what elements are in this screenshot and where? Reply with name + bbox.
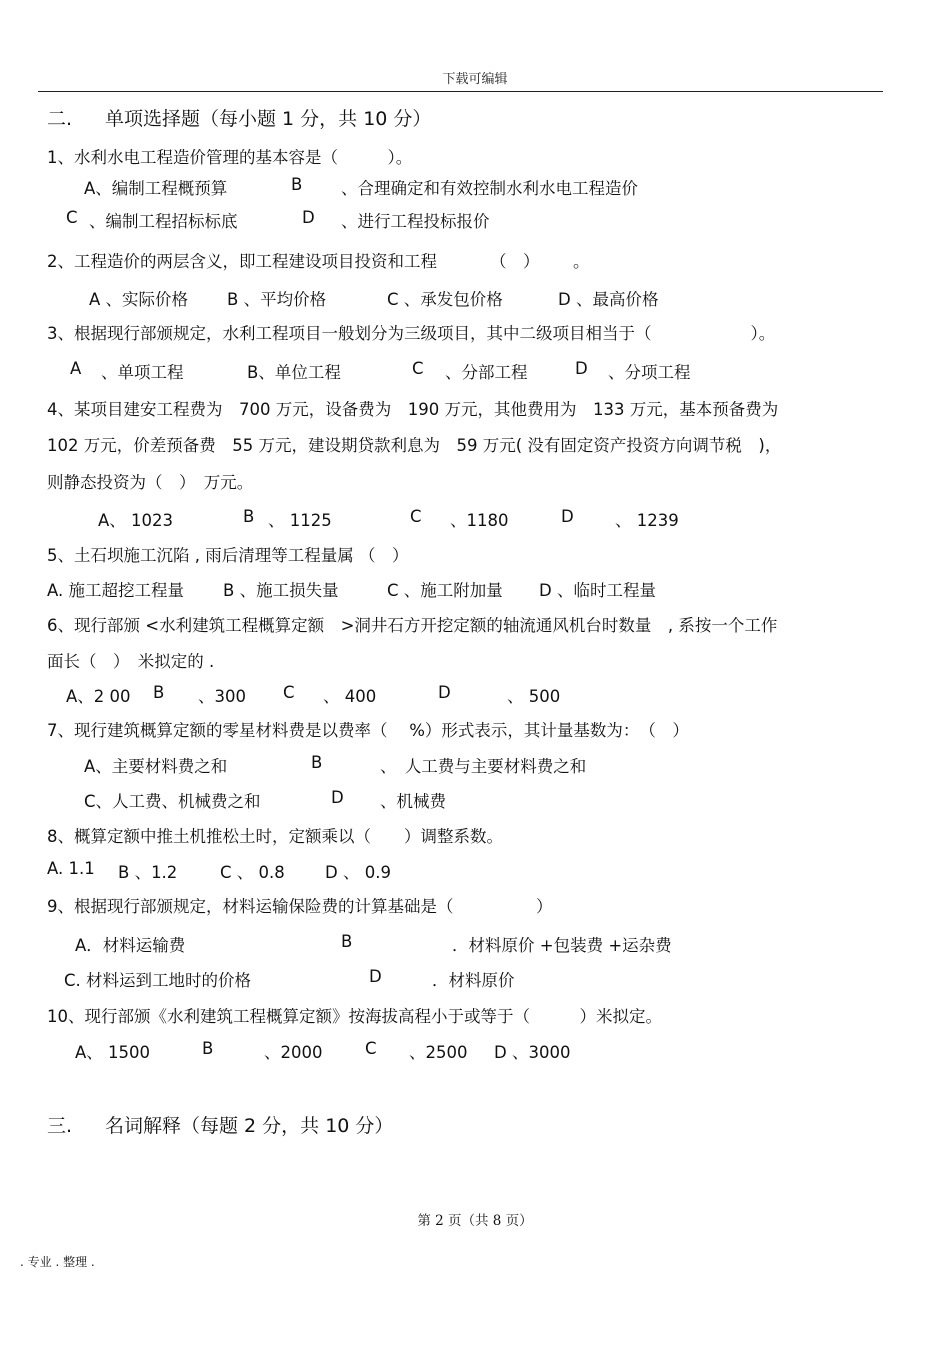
q6-option-d: 、 500 — [507, 687, 561, 706]
q4-option-b: 、 1125 — [268, 511, 332, 530]
q7-option-d: 、机械费 — [380, 792, 446, 811]
q10-option-b: 、2000 — [264, 1043, 323, 1062]
q1-option-d-letter: D — [302, 208, 315, 227]
q4-option-c: 、1180 — [450, 511, 509, 530]
q9-option-a: A．材料运输费 — [75, 936, 186, 955]
q3-option-d-letter: D — [575, 359, 588, 378]
q1-option-b: 、合理确定和有效控制水利水电工程造价 — [341, 179, 638, 198]
q9-option-d-letter: D — [369, 967, 382, 986]
q5-option-d: D 、临时工程量 — [539, 581, 656, 600]
question-10: 10、现行部颁《水利建筑工程概算定额》按海拔高程小于或等于（ ）米拟定。 — [47, 1007, 662, 1026]
q1-option-a: A、编制工程概预算 — [84, 179, 228, 198]
question-8: 8、概算定额中推土机推松土时，定额乘以（ ）调整系数。 — [47, 827, 503, 846]
header-rule — [38, 91, 883, 92]
q7-option-b-letter: B — [311, 753, 323, 772]
q2-option-d: D 、最高价格 — [558, 290, 659, 309]
question-4-line-1: 4、某项目建安工程费为 700 万元，设备费为 190 万元，其他费用为 133 万元，基本预备费为 — [47, 400, 779, 419]
q2-end: 。 — [573, 252, 590, 271]
question-2: 2、工程造价的两层含义，即工程建设项目投资和工程 — [47, 252, 437, 271]
footnote: . 专业 . 整理 . — [20, 1255, 95, 1269]
q10-option-d: D 、3000 — [494, 1043, 571, 1062]
q5-option-a: A. 施工超挖工程量 — [47, 581, 184, 600]
question-1: 1、水利水电工程造价管理的基本容是（ ）。 — [47, 148, 413, 167]
q9-option-d: ．材料原价 — [432, 971, 515, 990]
q10-option-c-letter: C — [365, 1039, 377, 1058]
q2-option-c: C 、承发包价格 — [387, 290, 503, 309]
q8-option-c: C 、 0.8 — [220, 863, 285, 882]
q7-option-b: 、 人工费与主要材料费之和 — [380, 757, 587, 776]
question-5: 5、土石坝施工沉陷 , 雨后清理等工程量属 （ ） — [47, 546, 409, 565]
q1-option-b-letter: B — [291, 175, 303, 194]
q3-option-c: 、分部工程 — [445, 363, 528, 382]
q4-option-c-letter: C — [410, 507, 422, 526]
q9-option-c: C. 材料运到工地时的价格 — [64, 971, 252, 990]
q9-option-b: ．材料原价 +包装费 +运杂费 — [452, 936, 672, 955]
question-3: 3、根据现行部颁规定，水利工程项目一般划分为三级项目，其中二级项目相当于（ ）。 — [47, 324, 776, 343]
page-footer: 第 2 页（共 8 页） — [417, 1213, 533, 1229]
q9-option-b-letter: B — [341, 932, 353, 951]
q6-option-b: 、300 — [198, 687, 246, 706]
question-6-line-1: 6、现行部颁 <水利建筑工程概算定额 >洞井石方开挖定额的轴流通风机台时数量 , 系按一个工作 — [47, 616, 778, 635]
q1-option-c: 、编制工程招标标底 — [89, 212, 238, 231]
q4-option-a: A、 1023 — [98, 511, 174, 530]
q5-option-b: B 、施工损失量 — [223, 581, 339, 600]
q1-option-c-letter: C — [66, 208, 78, 227]
question-7: 7、现行建筑概算定额的零星材料费是以费率（ %）形式表示，其计量基数为： （ ） — [47, 721, 689, 740]
question-4-line-3: 则静态投资为（ ） 万元。 — [47, 473, 254, 492]
q3-option-a-letter: A — [70, 359, 82, 378]
q6-option-c: 、 400 — [323, 687, 377, 706]
section-3-title: 名词解释（每题 2 分，共 10 分） — [105, 1115, 394, 1137]
q5-option-c: C 、施工附加量 — [387, 581, 503, 600]
q10-option-b-letter: B — [202, 1039, 214, 1058]
question-6-line-2: 面长（ ） 米拟定的 . — [47, 652, 215, 671]
q6-option-d-letter: D — [438, 683, 451, 702]
q2-option-a: A 、实际价格 — [89, 290, 189, 309]
q6-option-a: A、2 00 — [66, 687, 131, 706]
q4-option-d: 、 1239 — [615, 511, 679, 530]
q1-option-d: 、进行工程投标报价 — [341, 212, 490, 231]
section-2-title: 单项选择题（每小题 1 分，共 10 分） — [105, 108, 432, 130]
q7-option-d-letter: D — [331, 788, 344, 807]
q2-option-b: B 、平均价格 — [227, 290, 327, 309]
question-9: 9、根据现行部颁规定，材料运输保险费的计算基础是（ ） — [47, 897, 553, 916]
q6-option-b-letter: B — [153, 683, 165, 702]
q4-option-b-letter: B — [243, 507, 255, 526]
page-header: 下载可编辑 — [442, 72, 508, 87]
q8-option-a: A. 1.1 — [47, 859, 95, 878]
section-2-number: 二. — [47, 108, 73, 130]
q8-option-b: B 、1.2 — [118, 863, 178, 882]
q3-option-c-letter: C — [412, 359, 424, 378]
q3-option-a: 、单项工程 — [101, 363, 184, 382]
question-4-line-2: 102 万元，价差预备费 55 万元，建设期贷款利息为 59 万元( 没有固定资产投资方向调节税 )， — [47, 436, 782, 455]
q2-answer-paren: （ ） — [490, 252, 540, 271]
q10-option-a: A、 1500 — [75, 1043, 151, 1062]
section-3-number: 三. — [47, 1115, 73, 1137]
q10-option-c: 、2500 — [409, 1043, 468, 1062]
q8-option-d: D 、 0.9 — [325, 863, 391, 882]
q3-option-d: 、分项工程 — [608, 363, 691, 382]
q7-option-a: A、主要材料费之和 — [84, 757, 228, 776]
q4-option-d-letter: D — [561, 507, 574, 526]
q3-option-b: B、单位工程 — [247, 363, 341, 382]
q6-option-c-letter: C — [283, 683, 295, 702]
q7-option-c: C、人工费、机械费之和 — [84, 792, 261, 811]
